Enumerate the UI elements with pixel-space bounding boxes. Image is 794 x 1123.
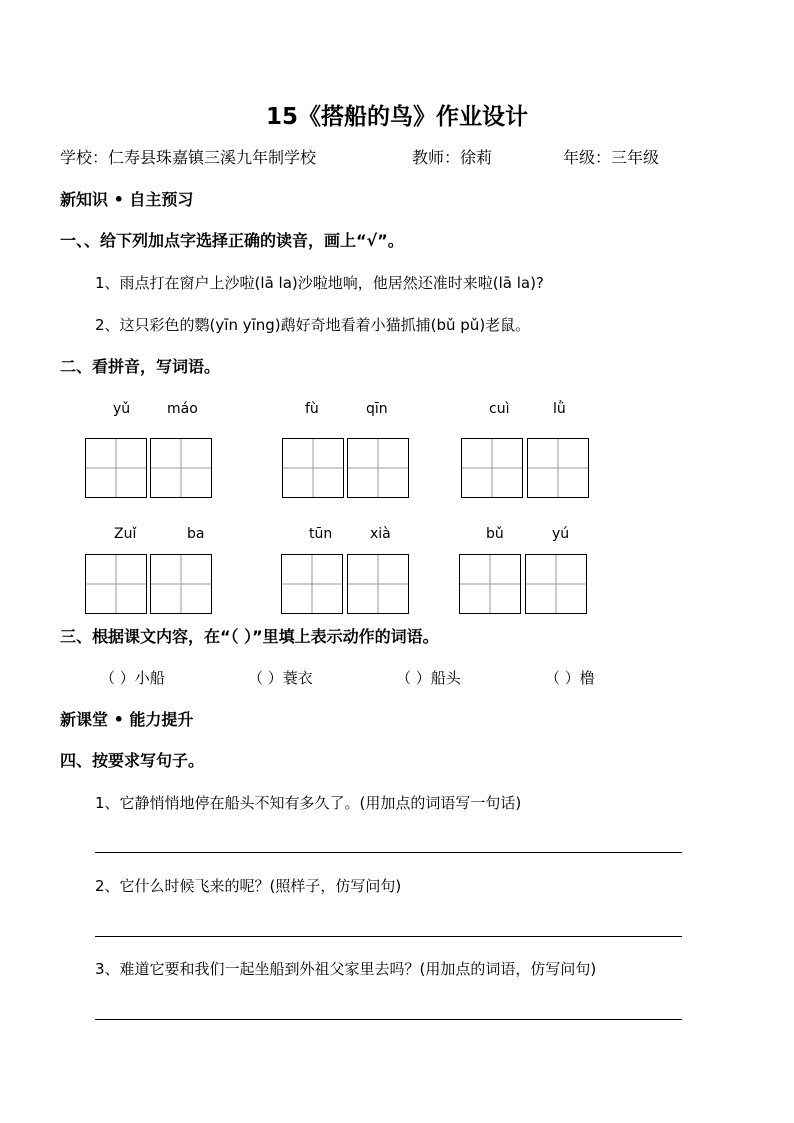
pinyin-label: lǜ [553,401,566,417]
page-title: 15《搭船的鸟》作业设计 [265,104,528,130]
writing-grid-box[interactable] [281,554,343,614]
q3-blank[interactable]: （ ）船头 [396,669,461,687]
q1-item-2: 2、这只彩色的鹦(yīn yīng)鹉好奇地看着小猫抓捕(bǔ pǔ)老鼠。 [95,316,531,334]
pinyin-label: ba [187,526,205,542]
pinyin-label: yú [552,526,570,542]
pinyin-label: qīn [366,401,388,417]
writing-grid-box[interactable] [459,554,521,614]
writing-grid-box[interactable] [527,438,589,498]
pinyin-label: bǔ [486,526,504,542]
writing-grid-box[interactable] [525,554,587,614]
q4-item-3: 3、难道它要和我们一起坐船到外祖父家里去吗？(用加点的词语，仿写问句) [95,960,597,978]
writing-grid-box[interactable] [85,554,147,614]
writing-grid-box[interactable] [461,438,523,498]
school-info: 学校：仁寿县珠嘉镇三溪九年制学校 [60,148,317,167]
answer-line[interactable] [95,1019,682,1020]
section-new-class: 新课堂 • 能力提升 [60,710,194,729]
teacher-info: 教师：徐莉 [412,148,493,167]
q3-blank[interactable]: （ ）橹 [545,669,595,687]
pinyin-label: tūn [309,526,333,542]
writing-grid-box[interactable] [150,438,212,498]
writing-grid-box[interactable] [150,554,212,614]
q1-heading: 一、、给下列加点字选择正确的读音，画上“√”。 [60,231,404,250]
q3-blank[interactable]: （ ）蓑衣 [248,669,313,687]
writing-grid-box[interactable] [282,438,344,498]
section-new-knowledge: 新知识 • 自主预习 [60,190,194,209]
q2-heading: 二、看拼音，写词语。 [60,357,221,376]
pinyin-label: xià [370,526,391,542]
answer-line[interactable] [95,852,682,853]
pinyin-label: máo [167,401,198,417]
q4-heading: 四、按要求写句子。 [60,751,205,770]
pinyin-label: Zuǐ [114,526,137,542]
writing-grid-box[interactable] [85,438,147,498]
answer-line[interactable] [95,936,682,937]
q1-item-1: 1、雨点打在窗户上沙啦(lā la)沙啦地响，他居然还准时来啦(lā la)? [95,274,544,292]
grade-info: 年级：三年级 [563,148,660,167]
writing-grid-box[interactable] [347,438,409,498]
pinyin-label: fù [305,401,319,417]
pinyin-label: yǔ [113,401,131,417]
q3-blank[interactable]: （ ）小船 [100,669,165,687]
q3-heading: 三、根据课文内容，在“（ ）”里填上表示动作的词语。 [60,627,439,646]
pinyin-label: cuì [489,401,510,417]
q4-item-1: 1、它静悄悄地停在船头不知有多久了。(用加点的词语写一句话) [95,794,522,812]
q4-item-2: 2、它什么时候飞来的呢？(照样子，仿写问句) [95,877,402,895]
writing-grid-box[interactable] [347,554,409,614]
